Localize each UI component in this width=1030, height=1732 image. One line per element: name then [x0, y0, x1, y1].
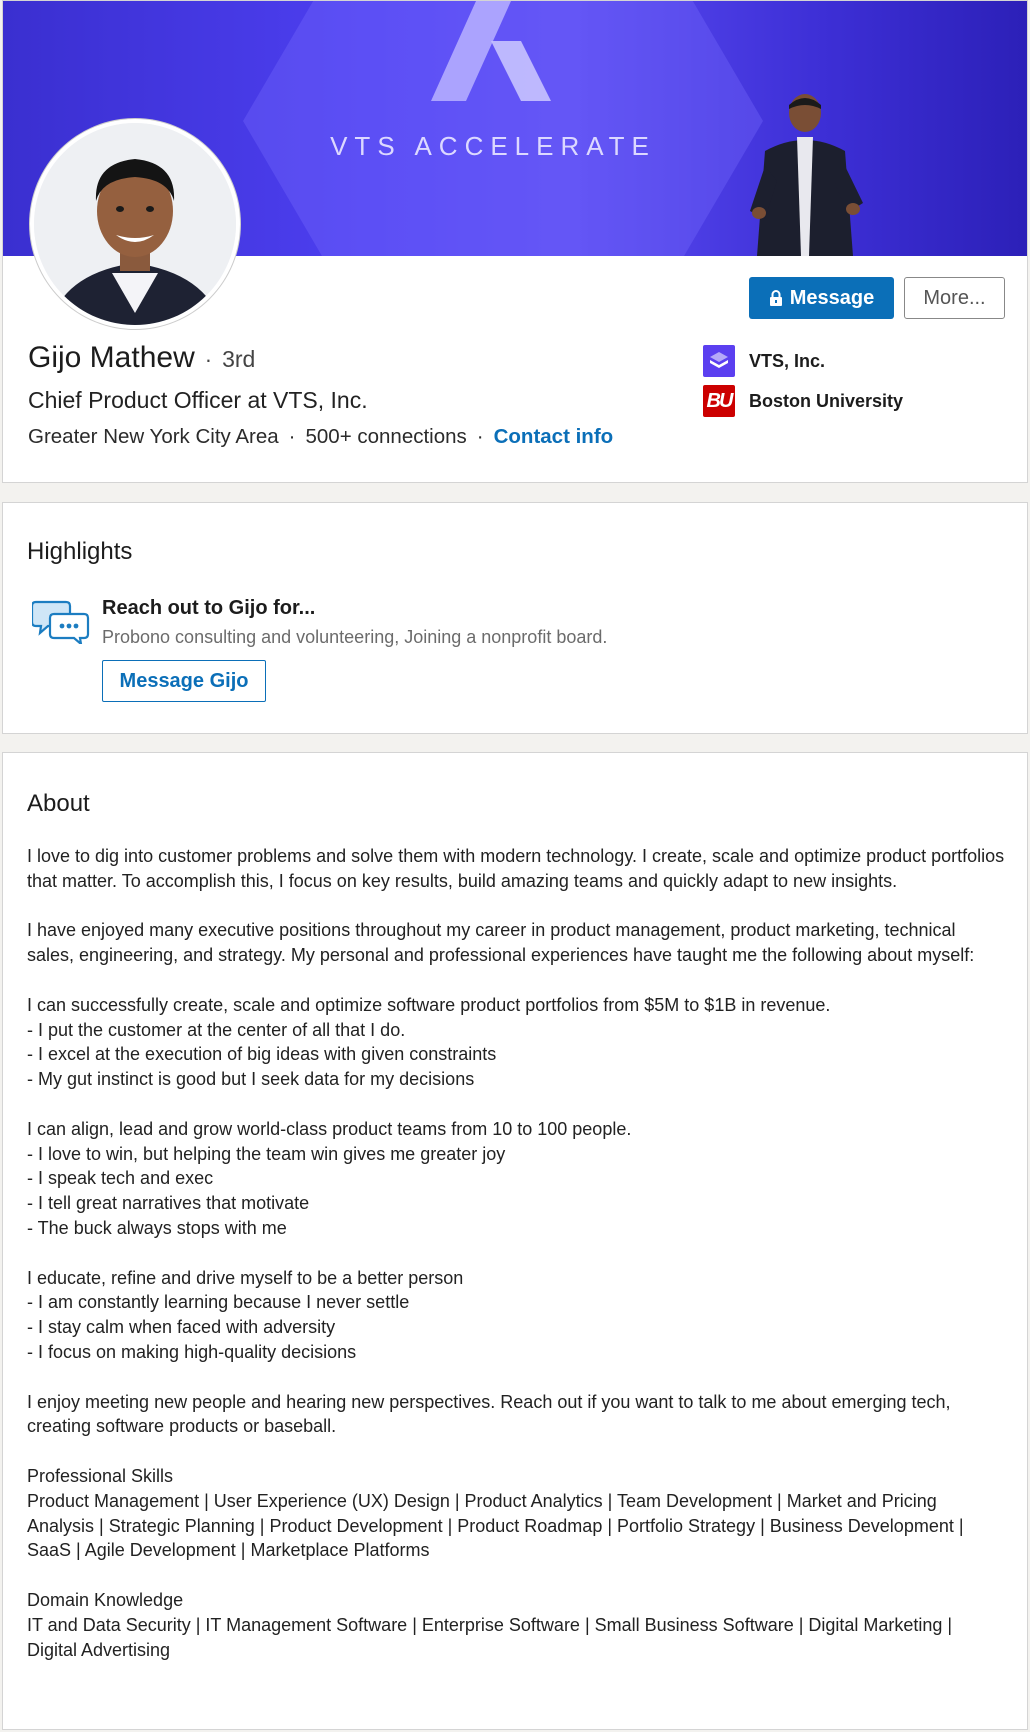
- about-paragraph: [27, 1390, 1007, 1440]
- about-line: - I am constantly learning because I never settle: [27, 1292, 410, 1313]
- message-button-label: Message: [789, 286, 875, 309]
- about-line: - I excel at the execution of big ideas with given constraints: [27, 1044, 497, 1065]
- profile-card: [2, 0, 1028, 483]
- about-line: - I put the customer at the center of all that I do.: [27, 1019, 406, 1040]
- more-button[interactable]: More...: [904, 277, 1005, 319]
- about-line: I enjoy meeting new people and hearing new perspectives. Reach out if you want to talk to me about emerging tech, creating software products or baseball.: [27, 1391, 951, 1437]
- about-line: I have enjoyed many executive positions throughout my career in product management, product marketing, technical sales, engineering, and strategy. My personal and professional experiences have taught me the following about myself:: [27, 920, 975, 966]
- profile-meta: [28, 425, 613, 449]
- lock-icon: [769, 290, 783, 307]
- vts-accelerate-logo-mark: [391, 1, 591, 101]
- highlight-subtitle: Probono consulting and volunteering, Joining a nonprofit board.: [102, 627, 608, 647]
- chat-bubbles-icon: [32, 598, 90, 644]
- message-button[interactable]: [749, 277, 894, 319]
- about-line: I can successfully create, scale and optimize software product portfolios from $5M to $1B in revenue.: [27, 994, 831, 1015]
- about-line: I love to dig into customer problems and solve them with modern technology. I create, scale and optimize product portfolios that matter. To accomplish this, I focus on key results, build amazing teams and quickly adapt to new insights.: [27, 846, 1005, 891]
- meta-separator: ·: [476, 425, 484, 448]
- profile-connections[interactable]: 500+ connections: [305, 425, 467, 448]
- org-bu-label: Boston University: [749, 390, 904, 411]
- about-paragraph: [27, 1117, 1007, 1241]
- about-line: - I tell great narratives that motivate: [27, 1193, 310, 1214]
- about-paragraph: [27, 1464, 1007, 1563]
- about-line: I can align, lead and grow world-class product teams from 10 to 100 people.: [27, 1118, 632, 1139]
- highlight-title: Reach out to Gijo for...: [102, 597, 316, 619]
- bu-logo-icon: BU: [703, 385, 735, 417]
- contact-info-link[interactable]: Contact info: [493, 425, 614, 448]
- about-title: About: [27, 790, 90, 817]
- org-vts[interactable]: [703, 345, 825, 377]
- connection-degree: 3rd: [222, 346, 256, 372]
- meta-separator: ·: [288, 425, 296, 448]
- banner-brand-text: VTS ACCELERATE: [330, 131, 656, 161]
- about-line: Professional Skills: [27, 1465, 174, 1486]
- degree-separator: ·: [204, 347, 213, 372]
- profile-page: [2, 0, 1028, 1730]
- about-line: - I focus on making high-quality decisions: [27, 1341, 357, 1362]
- about-text: [27, 844, 1007, 1662]
- about-paragraph: [27, 1588, 1007, 1662]
- profile-name: Gijo Mathew: [28, 341, 195, 374]
- about-line: - My gut instinct is good but I seek data for my decisions: [27, 1069, 475, 1090]
- message-gijo-button[interactable]: Message Gijo: [102, 660, 266, 702]
- org-vts-label: VTS, Inc.: [749, 350, 826, 371]
- about-line: Domain Knowledge: [27, 1589, 184, 1610]
- about-paragraph: [27, 844, 1007, 894]
- about-paragraph: [27, 993, 1007, 1092]
- about-line: Product Management | User Experience (UX) Design | Product Analytics | Team Development | Market and Pricing Analysis | Strategic Planning | Product Development | Product Roadmap | Portfolio Strategy | Business Development | SaaS | Agile Development | Marketplace Platforms: [27, 1490, 964, 1561]
- avatar[interactable]: [30, 119, 240, 329]
- about-line: - The buck always stops with me: [27, 1217, 287, 1238]
- about-line: - I speak tech and exec: [27, 1168, 214, 1189]
- highlights-title: Highlights: [27, 538, 133, 565]
- about-line: - I stay calm when faced with adversity: [27, 1317, 336, 1338]
- about-line: I educate, refine and drive myself to be a better person: [27, 1267, 464, 1288]
- about-line: - I love to win, but helping the team win gives me greater joy: [27, 1143, 506, 1164]
- profile-location: Greater New York City Area: [28, 425, 279, 448]
- about-line: IT and Data Security | IT Management Software | Enterprise Software | Small Business Software | Digital Marketing | Digital Advertising: [27, 1614, 953, 1660]
- name-row: [28, 341, 255, 375]
- about-paragraph: [27, 918, 1007, 968]
- speaker-figure: [745, 91, 865, 256]
- profile-headline: Chief Product Officer at VTS, Inc.: [28, 387, 368, 413]
- about-paragraph: [27, 1266, 1007, 1365]
- vts-logo-icon: [703, 345, 735, 377]
- org-boston-university[interactable]: [703, 385, 903, 417]
